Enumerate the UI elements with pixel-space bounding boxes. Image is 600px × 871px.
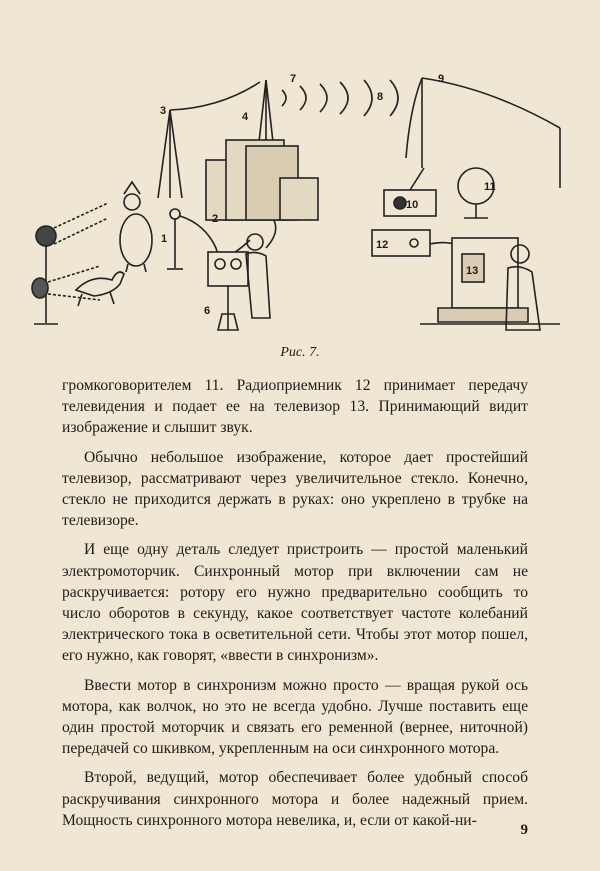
figure-label-7: 7 (290, 73, 297, 85)
figure-label-4: 4 (242, 111, 249, 123)
figure-label-9: 9 (438, 73, 445, 85)
paragraph-5: Второй, ведущий, мотор обеспечивает более удобный способ раскручивания синхронного мотора и более надежный прием. Мощность синхронного мотора невелика, и, если от какой-ни- (62, 769, 528, 829)
figure-caption: Рис. 7. (280, 345, 320, 360)
figure-label-8: 8 (377, 91, 384, 103)
figure-label-6: 6 (204, 305, 211, 317)
figure-label-3: 3 (160, 105, 167, 117)
paragraph-1: громкоговорителем 11. Радиоприемник 12 принимает передачу телевидения и подает ее на телевизор 13. Принимающий видит изображение и слышит звук. (62, 377, 528, 437)
body-text (62, 375, 528, 839)
paragraph-4: Ввести мотор в синхронизм можно просто — вращая рукой ось мотора, как волчок, но это не всегда удобно. Лучше поставить еще один простой моторчик и связать его ременной (вернее, ниточной) передачей со шкивком, укрепленным на оси синхронного мотора. (62, 676, 528, 758)
television-broadcast-illustration (20, 68, 580, 340)
figure-label-10: 10 (406, 199, 419, 211)
figure-label-2: 2 (212, 213, 219, 225)
paragraph-3: И еще одну деталь следует пристроить — простой маленький электромоторчик. Синхронный мотор при включении сам не раскручивается: ротору его нужно предварительно сообщить то число оборотов в секунду, какое соответствует частоте колебаний электрического тока в осветительной сети. Чтобы этот мотор пошел, его нужно, как говорят, «ввести в синхронизм». (62, 541, 528, 665)
page-number: 9 (520, 822, 528, 838)
figure-label-13: 13 (466, 265, 479, 277)
figure-label-12: 12 (376, 239, 389, 251)
illustration-figure-7 (20, 68, 580, 340)
figure-label-1: 1 (161, 233, 168, 245)
paragraph-2: Обычно небольшое изображение, которое дает простейший телевизор, рассматривают через увеличительное стекло. Конечно, стекло не приходится держать в руках: оно укреплено в трубке на телевизоре. (62, 448, 528, 530)
figure-label-11: 11 (484, 181, 496, 193)
